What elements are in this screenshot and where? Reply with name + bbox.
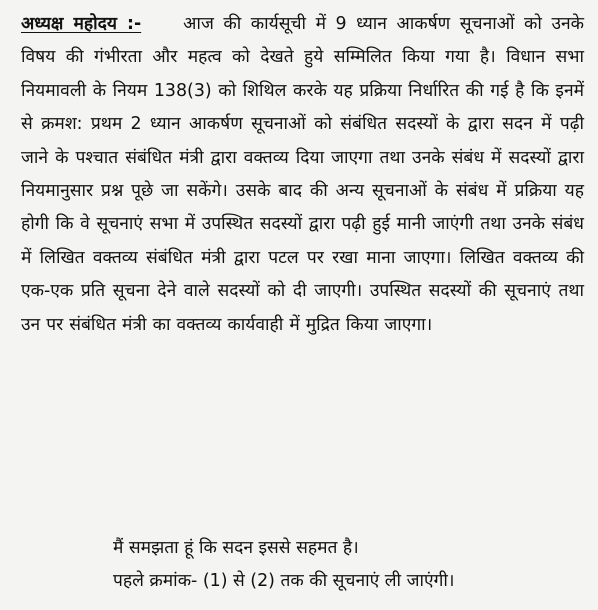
paragraph-text: आज की कार्यसूची में 9 ध्यान आकर्षण सूचनाओं को उनके विषय की गंभीरता और महत्व को देखते हुये सम्मिलित किया गया है। विधान सभा नियमावली के नियम 138(3) को शिथिल करके यह प्रक्रिया निर्धारित की गई है कि इनमें से क्रमश: प्रथम 2 ध्यान आकर्षण सूचनाओं को संबंधित सदस्यों के द्वारा सदन में पढ़ी जाने के पश्चात संबंधित मंत्री द्वारा वक्तव्य दिया जाएगा तथा उनके संबंध में सदस्यों द्वारा नियमानुसार प्रश्न पूछे जा सकेंगे। उसके बाद की अन्य सूचनाओं के संबंध में प्रक्रिया यह होगी कि वे सूचनाएं सभा में उपस्थित सदस्यों द्वारा पढ़ी हुई मानी जाएंगी तथा उनके संबंध में लिखित वक्तव्य संबंधित मंत्री द्वारा पटल पर रखा माना जाएगा। लिखित वक्तव्य की एक-एक प्रति सूचना देने वाले सदस्यों को दी जाएगी। उपस्थित सदस्यों की सूचनाएं तथा उन पर संबंधित मंत्री का वक्तव्य कार्यवाही में मुद्रित किया जाएगा। bbox=[21, 14, 585, 335]
main-paragraph bbox=[21, 8, 584, 342]
closing-block bbox=[113, 532, 454, 598]
speaker-label: अध्यक्ष महोदय :- bbox=[21, 14, 142, 34]
closing-line-1: मैं समझता हूं कि सदन इससे सहमत है। bbox=[113, 538, 359, 558]
closing-line-2: पहले क्रमांक- (1) से (2) तक की सूचनाएं ली जाएंगी। bbox=[113, 571, 455, 591]
